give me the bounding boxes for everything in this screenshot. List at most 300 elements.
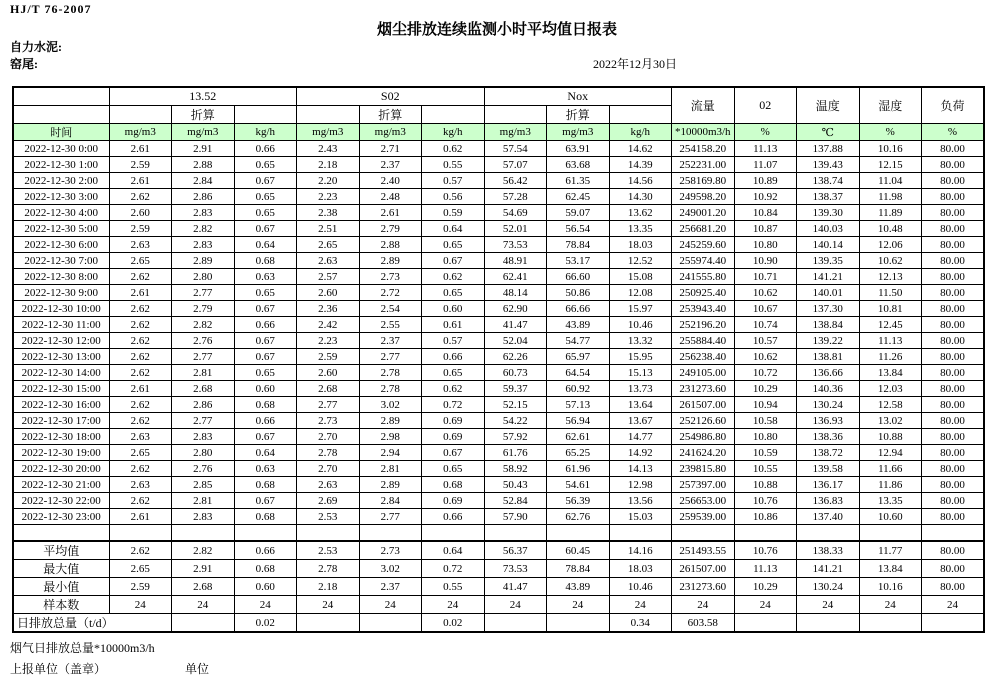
value-cell: 255974.40 bbox=[672, 253, 735, 269]
value-cell: 11.98 bbox=[859, 189, 922, 205]
summary-value-cell: 0.55 bbox=[422, 578, 485, 596]
hourly-data-row bbox=[13, 221, 984, 237]
value-cell: 245259.60 bbox=[672, 237, 735, 253]
value-cell: 138.84 bbox=[797, 317, 860, 333]
value-cell: 11.04 bbox=[859, 173, 922, 189]
unit-cell: mg/m3 bbox=[359, 124, 422, 141]
summary-value-cell: 10.46 bbox=[609, 578, 672, 596]
value-cell: 0.68 bbox=[422, 477, 485, 493]
summary-value-cell: 2.78 bbox=[297, 560, 360, 578]
value-cell: 57.13 bbox=[547, 397, 610, 413]
value-cell: 259539.00 bbox=[672, 509, 735, 525]
summary-value-cell: 141.21 bbox=[797, 560, 860, 578]
value-cell: 2.60 bbox=[297, 365, 360, 381]
value-cell: 48.14 bbox=[484, 285, 547, 301]
value-cell: 57.28 bbox=[484, 189, 547, 205]
value-cell: 2.70 bbox=[297, 461, 360, 477]
daily-total-value-cell: 0.02 bbox=[234, 614, 297, 633]
summary-value-cell: 11.77 bbox=[859, 541, 922, 560]
value-cell: 12.58 bbox=[859, 397, 922, 413]
value-cell: 10.94 bbox=[734, 397, 797, 413]
value-cell: 252231.00 bbox=[672, 157, 735, 173]
value-cell: 3.02 bbox=[359, 397, 422, 413]
unit-cell: % bbox=[859, 124, 922, 141]
value-cell: 13.56 bbox=[609, 493, 672, 509]
summary-value-cell: 24 bbox=[859, 596, 922, 614]
blank-cell bbox=[109, 106, 172, 124]
value-cell: 80.00 bbox=[922, 221, 985, 237]
summary-value-cell: 14.16 bbox=[609, 541, 672, 560]
value-cell: 80.00 bbox=[922, 381, 985, 397]
value-cell: 0.62 bbox=[422, 141, 485, 157]
value-cell: 2.62 bbox=[109, 413, 172, 429]
summary-value-cell: 2.91 bbox=[172, 560, 235, 578]
value-cell: 10.62 bbox=[734, 349, 797, 365]
summary-value-cell: 24 bbox=[922, 596, 985, 614]
summary-value-cell: 43.89 bbox=[547, 578, 610, 596]
value-cell: 0.64 bbox=[234, 445, 297, 461]
value-cell: 2.60 bbox=[297, 285, 360, 301]
daily-total-value-cell bbox=[859, 614, 922, 633]
value-cell: 0.67 bbox=[422, 253, 485, 269]
unit-cell: mg/m3 bbox=[172, 124, 235, 141]
value-cell: 0.69 bbox=[422, 429, 485, 445]
value-cell: 80.00 bbox=[922, 253, 985, 269]
blank-cell bbox=[172, 525, 235, 542]
value-cell: 2.83 bbox=[172, 205, 235, 221]
summary-value-cell: 24 bbox=[484, 596, 547, 614]
value-cell: 0.67 bbox=[234, 221, 297, 237]
summary-value-cell: 24 bbox=[672, 596, 735, 614]
value-cell: 0.63 bbox=[234, 461, 297, 477]
daily-total-value-cell bbox=[922, 614, 985, 633]
value-cell: 60.73 bbox=[484, 365, 547, 381]
value-cell: 66.66 bbox=[547, 301, 610, 317]
value-cell: 2.43 bbox=[297, 141, 360, 157]
value-cell: 140.01 bbox=[797, 285, 860, 301]
value-cell: 2.62 bbox=[109, 397, 172, 413]
value-cell: 2.89 bbox=[359, 477, 422, 493]
hourly-data-row bbox=[13, 237, 984, 253]
value-cell: 250925.40 bbox=[672, 285, 735, 301]
time-cell: 2022-12-30 15:00 bbox=[13, 381, 109, 397]
value-cell: 2.69 bbox=[297, 493, 360, 509]
value-cell: 57.07 bbox=[484, 157, 547, 173]
value-cell: 62.45 bbox=[547, 189, 610, 205]
summary-value-cell: 2.18 bbox=[297, 578, 360, 596]
value-cell: 14.13 bbox=[609, 461, 672, 477]
summary-value-cell: 2.68 bbox=[172, 578, 235, 596]
summary-value-cell: 24 bbox=[297, 596, 360, 614]
value-cell: 2.65 bbox=[109, 445, 172, 461]
value-cell: 80.00 bbox=[922, 397, 985, 413]
summary-value-cell: 78.84 bbox=[547, 560, 610, 578]
summary-value-cell: 24 bbox=[109, 596, 172, 614]
value-cell: 54.69 bbox=[484, 205, 547, 221]
hourly-data-row bbox=[13, 189, 984, 205]
hourly-data-row bbox=[13, 413, 984, 429]
time-cell: 2022-12-30 16:00 bbox=[13, 397, 109, 413]
value-cell: 2.53 bbox=[297, 509, 360, 525]
value-cell: 231273.60 bbox=[672, 381, 735, 397]
value-cell: 2.91 bbox=[172, 141, 235, 157]
summary-value-cell: 2.59 bbox=[109, 578, 172, 596]
value-cell: 2.79 bbox=[359, 221, 422, 237]
value-cell: 64.54 bbox=[547, 365, 610, 381]
blank-cell bbox=[297, 525, 360, 542]
value-cell: 2.63 bbox=[297, 477, 360, 493]
value-cell: 2.42 bbox=[297, 317, 360, 333]
daily-total-value-cell bbox=[297, 614, 360, 633]
value-cell: 56.42 bbox=[484, 173, 547, 189]
value-cell: 10.84 bbox=[734, 205, 797, 221]
value-cell: 80.00 bbox=[922, 173, 985, 189]
daily-total-value-cell bbox=[797, 614, 860, 633]
value-cell: 137.40 bbox=[797, 509, 860, 525]
blank-cell bbox=[547, 525, 610, 542]
value-cell: 2.62 bbox=[109, 461, 172, 477]
value-cell: 0.67 bbox=[234, 173, 297, 189]
summary-value-cell: 24 bbox=[234, 596, 297, 614]
blank-cell bbox=[13, 525, 109, 542]
value-cell: 2.61 bbox=[109, 509, 172, 525]
summary-value-cell: 80.00 bbox=[922, 541, 985, 560]
value-cell: 10.55 bbox=[734, 461, 797, 477]
time-cell: 2022-12-30 10:00 bbox=[13, 301, 109, 317]
value-cell: 0.66 bbox=[234, 413, 297, 429]
value-cell: 0.62 bbox=[422, 381, 485, 397]
unit-cell: kg/h bbox=[422, 124, 485, 141]
value-cell: 256653.00 bbox=[672, 493, 735, 509]
value-cell: 2.37 bbox=[359, 157, 422, 173]
summary-value-cell: 2.53 bbox=[297, 541, 360, 560]
value-cell: 62.26 bbox=[484, 349, 547, 365]
value-cell: 2.84 bbox=[359, 493, 422, 509]
value-cell: 2.88 bbox=[172, 157, 235, 173]
blank-cell bbox=[297, 106, 360, 124]
daily-total-value-cell bbox=[547, 614, 610, 633]
value-cell: 11.26 bbox=[859, 349, 922, 365]
value-cell: 0.67 bbox=[234, 333, 297, 349]
value-cell: 2.63 bbox=[109, 429, 172, 445]
summary-value-cell: 2.37 bbox=[359, 578, 422, 596]
value-cell: 2.62 bbox=[109, 301, 172, 317]
time-cell: 2022-12-30 19:00 bbox=[13, 445, 109, 461]
value-cell: 0.65 bbox=[234, 285, 297, 301]
value-cell: 2.62 bbox=[109, 349, 172, 365]
value-cell: 57.92 bbox=[484, 429, 547, 445]
value-cell: 2.76 bbox=[172, 333, 235, 349]
summary-value-cell: 0.60 bbox=[234, 578, 297, 596]
value-cell: 2.62 bbox=[109, 189, 172, 205]
value-cell: 2.73 bbox=[297, 413, 360, 429]
summary-value-cell: 0.68 bbox=[234, 560, 297, 578]
value-cell: 0.66 bbox=[422, 509, 485, 525]
value-cell: 78.84 bbox=[547, 237, 610, 253]
monitoring-table bbox=[12, 86, 985, 633]
unit-cell: kg/h bbox=[234, 124, 297, 141]
value-cell: 2.81 bbox=[359, 461, 422, 477]
value-cell: 53.17 bbox=[547, 253, 610, 269]
time-header: 时间 bbox=[13, 124, 109, 141]
blank-cell bbox=[609, 525, 672, 542]
value-cell: 0.65 bbox=[422, 285, 485, 301]
value-cell: 2.83 bbox=[172, 429, 235, 445]
value-cell: 60.92 bbox=[547, 381, 610, 397]
summary-value-cell: 10.16 bbox=[859, 578, 922, 596]
hourly-data-row bbox=[13, 317, 984, 333]
so2-converted-header: 折算 bbox=[359, 106, 422, 124]
value-cell: 13.64 bbox=[609, 397, 672, 413]
value-cell: 57.90 bbox=[484, 509, 547, 525]
value-cell: 2.81 bbox=[172, 493, 235, 509]
value-cell: 80.00 bbox=[922, 413, 985, 429]
value-cell: 252196.20 bbox=[672, 317, 735, 333]
value-cell: 136.83 bbox=[797, 493, 860, 509]
value-cell: 0.67 bbox=[422, 445, 485, 461]
value-cell: 0.55 bbox=[422, 157, 485, 173]
blank-cell bbox=[859, 525, 922, 542]
value-cell: 2.62 bbox=[109, 269, 172, 285]
value-cell: 2.51 bbox=[297, 221, 360, 237]
so2-group-header: S02 bbox=[297, 87, 485, 106]
value-cell: 2.40 bbox=[359, 173, 422, 189]
value-cell: 257397.00 bbox=[672, 477, 735, 493]
value-cell: 80.00 bbox=[922, 493, 985, 509]
summary-value-cell: 231273.60 bbox=[672, 578, 735, 596]
value-cell: 2.65 bbox=[297, 237, 360, 253]
value-cell: 2.86 bbox=[172, 397, 235, 413]
hourly-data-row bbox=[13, 301, 984, 317]
time-cell: 2022-12-30 21:00 bbox=[13, 477, 109, 493]
blank-cell bbox=[797, 525, 860, 542]
value-cell: 10.62 bbox=[859, 253, 922, 269]
value-cell: 63.91 bbox=[547, 141, 610, 157]
value-cell: 0.67 bbox=[234, 493, 297, 509]
value-cell: 18.03 bbox=[609, 237, 672, 253]
blank-cell bbox=[109, 525, 172, 542]
time-cell: 2022-12-30 6:00 bbox=[13, 237, 109, 253]
value-cell: 2.78 bbox=[359, 365, 422, 381]
value-cell: 15.95 bbox=[609, 349, 672, 365]
value-cell: 10.57 bbox=[734, 333, 797, 349]
blank-cell bbox=[484, 106, 547, 124]
time-cell: 2022-12-30 20:00 bbox=[13, 461, 109, 477]
unit-cell: mg/m3 bbox=[547, 124, 610, 141]
value-cell: 15.13 bbox=[609, 365, 672, 381]
hourly-data-row bbox=[13, 365, 984, 381]
standard-code: HJ/T 76-2007 bbox=[10, 2, 92, 16]
value-cell: 0.65 bbox=[234, 205, 297, 221]
value-cell: 66.60 bbox=[547, 269, 610, 285]
value-cell: 241624.20 bbox=[672, 445, 735, 461]
value-cell: 0.68 bbox=[234, 477, 297, 493]
summary-value-cell: 2.73 bbox=[359, 541, 422, 560]
value-cell: 54.61 bbox=[547, 477, 610, 493]
value-cell: 0.72 bbox=[422, 397, 485, 413]
value-cell: 0.57 bbox=[422, 173, 485, 189]
value-cell: 80.00 bbox=[922, 189, 985, 205]
page-header bbox=[0, 0, 994, 86]
value-cell: 62.61 bbox=[547, 429, 610, 445]
summary-value-cell: 130.24 bbox=[797, 578, 860, 596]
value-cell: 139.35 bbox=[797, 253, 860, 269]
value-cell: 2.36 bbox=[297, 301, 360, 317]
value-cell: 2.37 bbox=[359, 333, 422, 349]
blank-cell bbox=[484, 525, 547, 542]
value-cell: 2.82 bbox=[172, 317, 235, 333]
value-cell: 80.00 bbox=[922, 477, 985, 493]
value-cell: 10.29 bbox=[734, 381, 797, 397]
value-cell: 2.63 bbox=[297, 253, 360, 269]
value-cell: 2.73 bbox=[359, 269, 422, 285]
unit-cell: % bbox=[734, 124, 797, 141]
summary-value-cell: 261507.00 bbox=[672, 560, 735, 578]
value-cell: 0.64 bbox=[234, 237, 297, 253]
daily-total-value-cell bbox=[172, 614, 235, 633]
hourly-data-row bbox=[13, 509, 984, 525]
value-cell: 2.61 bbox=[109, 173, 172, 189]
value-cell: 255884.40 bbox=[672, 333, 735, 349]
value-cell: 10.76 bbox=[734, 493, 797, 509]
value-cell: 2.89 bbox=[359, 413, 422, 429]
summary-value-cell: 2.82 bbox=[172, 541, 235, 560]
value-cell: 0.67 bbox=[234, 301, 297, 317]
value-cell: 0.66 bbox=[422, 349, 485, 365]
value-cell: 0.67 bbox=[234, 429, 297, 445]
value-cell: 52.01 bbox=[484, 221, 547, 237]
hourly-data-row bbox=[13, 397, 984, 413]
nox-group-header: Nox bbox=[484, 87, 672, 106]
value-cell: 50.43 bbox=[484, 477, 547, 493]
summary-value-cell: 24 bbox=[422, 596, 485, 614]
value-cell: 10.80 bbox=[734, 429, 797, 445]
value-cell: 2.77 bbox=[359, 509, 422, 525]
value-cell: 140.36 bbox=[797, 381, 860, 397]
value-cell: 59.37 bbox=[484, 381, 547, 397]
value-cell: 2.55 bbox=[359, 317, 422, 333]
value-cell: 12.06 bbox=[859, 237, 922, 253]
blank-cell bbox=[609, 106, 672, 124]
value-cell: 0.60 bbox=[234, 381, 297, 397]
unit-cell: mg/m3 bbox=[297, 124, 360, 141]
value-cell: 80.00 bbox=[922, 509, 985, 525]
value-cell: 0.61 bbox=[422, 317, 485, 333]
summary-value-cell: 80.00 bbox=[922, 578, 985, 596]
value-cell: 2.61 bbox=[109, 285, 172, 301]
value-cell: 2.78 bbox=[359, 381, 422, 397]
value-cell: 2.80 bbox=[172, 445, 235, 461]
value-cell: 140.14 bbox=[797, 237, 860, 253]
o2-header: 02 bbox=[734, 87, 797, 124]
time-cell: 2022-12-30 0:00 bbox=[13, 141, 109, 157]
value-cell: 10.74 bbox=[734, 317, 797, 333]
hourly-data-row bbox=[13, 493, 984, 509]
value-cell: 73.53 bbox=[484, 237, 547, 253]
value-cell: 2.77 bbox=[297, 397, 360, 413]
summary-value-cell: 24 bbox=[359, 596, 422, 614]
value-cell: 2.63 bbox=[109, 477, 172, 493]
value-cell: 56.54 bbox=[547, 221, 610, 237]
time-col-blank bbox=[13, 106, 109, 124]
summary-value-cell: 24 bbox=[734, 596, 797, 614]
summary-value-cell: 251493.55 bbox=[672, 541, 735, 560]
summary-value-cell: 24 bbox=[547, 596, 610, 614]
value-cell: 80.00 bbox=[922, 157, 985, 173]
value-cell: 11.86 bbox=[859, 477, 922, 493]
value-cell: 54.22 bbox=[484, 413, 547, 429]
summary-value-cell: 24 bbox=[609, 596, 672, 614]
value-cell: 2.62 bbox=[109, 493, 172, 509]
value-cell: 10.71 bbox=[734, 269, 797, 285]
summary-row bbox=[13, 560, 984, 578]
summary-value-cell: 13.84 bbox=[859, 560, 922, 578]
value-cell: 10.88 bbox=[734, 477, 797, 493]
value-cell: 249598.20 bbox=[672, 189, 735, 205]
time-cell: 2022-12-30 23:00 bbox=[13, 509, 109, 525]
value-cell: 0.60 bbox=[422, 301, 485, 317]
value-cell: 80.00 bbox=[922, 269, 985, 285]
value-cell: 2.77 bbox=[172, 285, 235, 301]
time-cell: 2022-12-30 9:00 bbox=[13, 285, 109, 301]
value-cell: 136.93 bbox=[797, 413, 860, 429]
daily-total-value-cell: 0.02 bbox=[422, 614, 485, 633]
value-cell: 10.81 bbox=[859, 301, 922, 317]
value-cell: 41.47 bbox=[484, 317, 547, 333]
value-cell: 10.58 bbox=[734, 413, 797, 429]
value-cell: 249105.00 bbox=[672, 365, 735, 381]
value-cell: 54.77 bbox=[547, 333, 610, 349]
spacer-row bbox=[13, 525, 984, 542]
value-cell: 2.72 bbox=[359, 285, 422, 301]
value-cell: 10.86 bbox=[734, 509, 797, 525]
value-cell: 0.65 bbox=[422, 237, 485, 253]
time-cell: 2022-12-30 2:00 bbox=[13, 173, 109, 189]
value-cell: 15.03 bbox=[609, 509, 672, 525]
unit-cell: mg/m3 bbox=[484, 124, 547, 141]
nox-converted-header: 折算 bbox=[547, 106, 610, 124]
summary-value-cell: 2.62 bbox=[109, 541, 172, 560]
value-cell: 249001.20 bbox=[672, 205, 735, 221]
load-header: 负荷 bbox=[922, 87, 985, 124]
summary-value-cell: 24 bbox=[797, 596, 860, 614]
daily-total-value-cell bbox=[359, 614, 422, 633]
table-body bbox=[13, 141, 984, 633]
blank-cell bbox=[234, 525, 297, 542]
value-cell: 57.54 bbox=[484, 141, 547, 157]
value-cell: 0.68 bbox=[234, 397, 297, 413]
value-cell: 12.52 bbox=[609, 253, 672, 269]
value-cell: 0.65 bbox=[234, 365, 297, 381]
value-cell: 2.65 bbox=[109, 253, 172, 269]
value-cell: 10.60 bbox=[859, 509, 922, 525]
page-footer bbox=[10, 639, 994, 677]
summary-label: 样本数 bbox=[13, 596, 109, 614]
value-cell: 2.68 bbox=[297, 381, 360, 397]
time-cell: 2022-12-30 1:00 bbox=[13, 157, 109, 173]
value-cell: 14.62 bbox=[609, 141, 672, 157]
hourly-data-row bbox=[13, 173, 984, 189]
summary-label: 平均值 bbox=[13, 541, 109, 560]
value-cell: 14.92 bbox=[609, 445, 672, 461]
value-cell: 10.59 bbox=[734, 445, 797, 461]
summary-value-cell: 10.29 bbox=[734, 578, 797, 596]
station-label: 窑尾: bbox=[10, 57, 38, 71]
blank-cell bbox=[234, 106, 297, 124]
summary-label: 最小值 bbox=[13, 578, 109, 596]
value-cell: 2.23 bbox=[297, 189, 360, 205]
value-cell: 2.83 bbox=[172, 509, 235, 525]
